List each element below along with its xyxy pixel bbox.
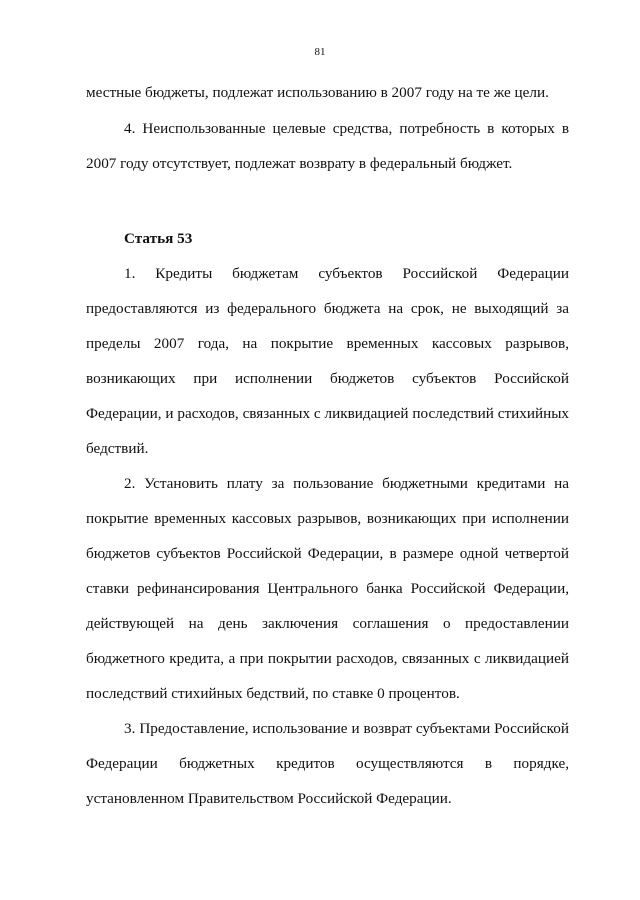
- paragraph-item-4: 4. Неиспользованные целевые средства, потребность в которых в 2007 году отсутствует, подлежат возврату в федеральный бюджет.: [86, 120, 569, 172]
- article-paragraph-3: 3. Предоставление, использование и возврат субъектами Российской Федерации бюджетных кредитов осуществляются в порядке, установленном Правительством Российской Федерации.: [86, 720, 569, 807]
- article-section: [86, 221, 569, 816]
- article-paragraph-1: 1. Кредиты бюджетам субъектов Российской Федерации предоставляются из федерального бюджета на срок, не выходящий за пределы 2007 года, на покрытие временных кассовых разрывов, возникающих при исполнении бюджетов субъектов Российской Федерации, и расходов, связанных с ликвидацией последствий стихийных бедствий.: [86, 265, 569, 457]
- page-number: 81: [314, 46, 326, 58]
- text-block-top: [86, 75, 569, 181]
- paragraph-intro-continuation: местные бюджеты, подлежат использованию в 2007 году на те же цели.: [86, 84, 549, 101]
- article-paragraph-2: 2. Установить плату за пользование бюджетными кредитами на покрытие временных кассовых разрывов, возникающих при исполнении бюджетов субъектов Российской Федерации, в размере одной четвертой ставки рефинансирования Центрального банка Российской Федерации, действующей на день заключения соглашения о предоставлении бюджетного кредита, а при покрытии расходов, связанных с ликвидацией последствий стихийных бедствий, по ставке 0 процентов.: [86, 475, 569, 702]
- article-title: Статья 53: [124, 230, 193, 247]
